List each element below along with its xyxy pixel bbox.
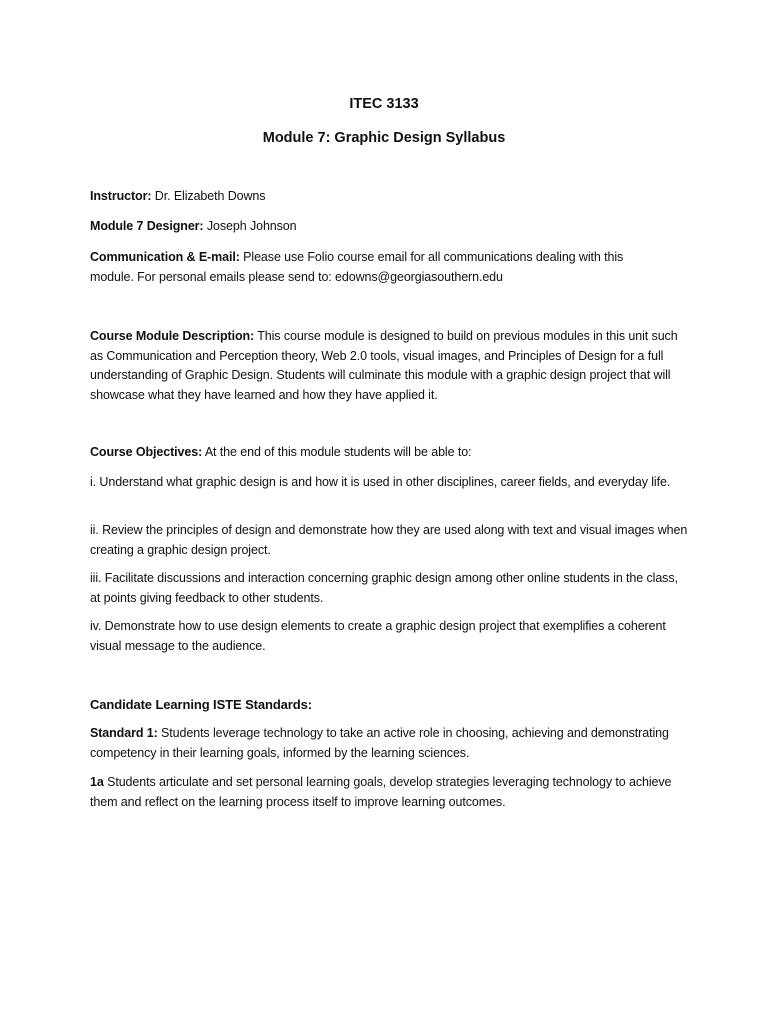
instructor-value: Dr. Elizabeth Downs (151, 189, 266, 203)
standard-1a-label: 1a (90, 775, 104, 789)
objectives-intro (90, 443, 690, 463)
description-label: Course Module Description: (90, 329, 255, 343)
designer-value: Joseph Johnson (203, 219, 297, 233)
module-title: Module 7: Graphic Design Syllabus (262, 130, 506, 146)
communication-paragraph (90, 248, 670, 287)
standard-1-text: Students leverage technology to take an active role in choosing, achieving and demonstrating competency in their learning goals, informed by the learning sciences. (90, 726, 669, 760)
standards-heading: Candidate Learning ISTE Standards: (90, 697, 312, 712)
description-paragraph (90, 327, 690, 405)
designer-line (90, 217, 690, 237)
objective-item: ii. Review the principles of design and demonstrate how they are used along with text and visual images when creating a graphic design project. (90, 523, 688, 557)
description-text: This course module is designed to build on previous modules in this unit such as Communication and Perception theory, Web 2.0 tools, visual images, and Principles of Design for a full understanding of Graphic Design. Students will culminate this module with a graphic design project that will showcase what they have learned and how they have applied it. (90, 329, 678, 402)
standard-1-label: Standard 1: (90, 726, 158, 740)
objectives-intro-text: At the end of this module students will be able to: (202, 445, 472, 459)
communication-text: Please use Folio course email for all communications dealing with this module. For personal emails please send to: edowns@georgiasouthern.edu (90, 250, 624, 284)
objective-item: iii. Facilitate discussions and interaction concerning graphic design among other online students in the class, at points giving feedback to other students. (90, 571, 678, 605)
objective-item: iv. Demonstrate how to use design elements to create a graphic design project that exemplifies a coherent visual message to the audience. (90, 619, 666, 653)
standard-1-paragraph (90, 724, 690, 763)
standard-1a-text: Students articulate and set personal learning goals, develop strategies leveraging technology to achieve them and reflect on the learning process itself to improve learning outcomes. (90, 775, 672, 809)
designer-label: Module 7 Designer: (90, 219, 204, 233)
objective-item: i. Understand what graphic design is and how it is used in other disciplines, career fields, and everyday life. (90, 475, 671, 489)
instructor-line (90, 187, 690, 207)
course-code-title: ITEC 3133 (349, 96, 419, 112)
standard-1a-paragraph (90, 773, 690, 812)
instructor-label: Instructor: (90, 189, 152, 203)
objectives-label: Course Objectives: (90, 445, 203, 459)
communication-label: Communication & E-mail: (90, 250, 240, 264)
